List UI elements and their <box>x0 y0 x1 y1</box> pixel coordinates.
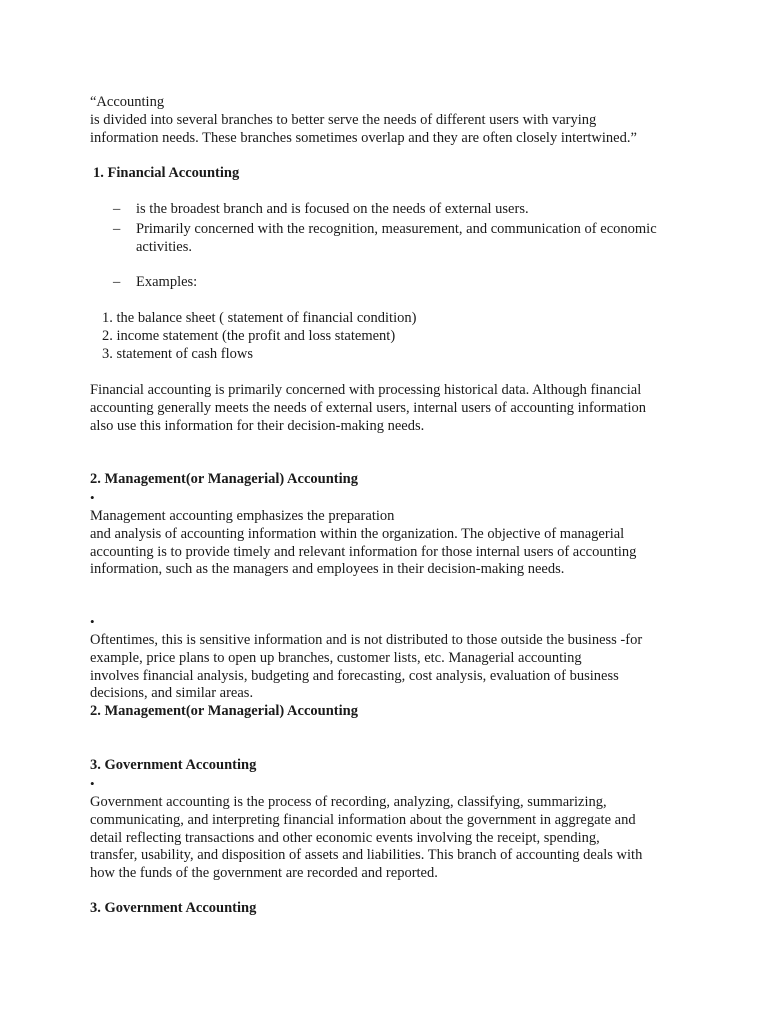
paragraph-line: accounting generally meets the needs of external users, internal users of accounting information <box>90 399 647 416</box>
management-paragraph-1 <box>90 508 690 579</box>
paragraph-line: detail reflecting transactions and other economic events involving the receipt, spending, <box>90 829 600 846</box>
section-heading-management: 2. Management(or Managerial) Accounting <box>90 471 358 487</box>
section-heading-government: 3. Government Accounting <box>90 757 257 773</box>
section-heading-financial: 1. Financial Accounting <box>93 165 240 181</box>
dash-item-text <box>136 221 696 257</box>
bullet-marker: • <box>90 490 95 505</box>
dash-item-text <box>136 201 696 219</box>
paragraph-line: example, price plans to open up branches, customer lists, etc. Managerial accounting <box>90 649 582 666</box>
bullet-marker: • <box>90 614 95 629</box>
example-item: 1. the balance sheet ( statement of financial condition) <box>102 310 417 326</box>
financial-paragraph <box>90 382 690 435</box>
section-heading-management-repeat: 2. Management(or Managerial) Accounting <box>90 703 358 719</box>
dash-item-line: activities. <box>136 238 192 255</box>
paragraph-line: Financial accounting is primarily concerned with processing historical data. Although financial <box>90 382 642 398</box>
paragraph-line: also use this information for their decision-making needs. <box>90 417 425 434</box>
dash-marker: – <box>113 201 121 217</box>
dash-marker: – <box>113 274 121 290</box>
bullet-marker: • <box>90 776 95 791</box>
paragraph-line: communicating, and interpreting financial information about the government in aggregate and <box>90 811 636 828</box>
paragraph-line: transfer, usability, and disposition of assets and liabilities. This branch of accounting deals with <box>90 847 643 864</box>
paragraph-line: decisions, and similar areas. <box>90 685 254 702</box>
paragraph-line: how the funds of the government are recorded and reported. <box>90 865 438 882</box>
dash-item-line: is the broadest branch and is focused on the needs of external users. <box>136 201 529 217</box>
dash-item-text <box>136 274 696 292</box>
intro-line: “Accounting <box>90 94 165 110</box>
paragraph-line: Oftentimes, this is sensitive information and is not distributed to those outside the business -for <box>90 632 643 648</box>
section-heading-government-repeat: 3. Government Accounting <box>90 900 257 916</box>
dash-item-line: Primarily concerned with the recognition, measurement, and communication of economic <box>136 221 657 237</box>
paragraph-line: accounting is to provide timely and relevant information for those internal users of accounting <box>90 543 637 560</box>
paragraph-line: and analysis of accounting information within the organization. The objective of managerial <box>90 525 625 542</box>
intro-quote <box>90 94 690 147</box>
paragraph-line: information, such as the managers and employees in their decision-making needs. <box>90 561 565 578</box>
example-item: 2. income statement (the profit and loss statement) <box>102 328 396 344</box>
paragraph-line: Management accounting emphasizes the preparation <box>90 508 395 524</box>
intro-line: is divided into several branches to better serve the needs of different users with varying <box>90 111 597 128</box>
dash-marker: – <box>113 221 121 237</box>
management-paragraph-2 <box>90 632 690 703</box>
paragraph-line: involves financial analysis, budgeting and forecasting, cost analysis, evaluation of business <box>90 667 619 684</box>
paragraph-line: Government accounting is the process of recording, analyzing, classifying, summarizing, <box>90 794 607 810</box>
dash-item-line: Examples: <box>136 274 198 290</box>
example-item: 3. statement of cash flows <box>102 346 254 362</box>
government-paragraph <box>90 794 690 883</box>
intro-line: information needs. These branches sometimes overlap and they are often closely intertwined.” <box>90 129 637 146</box>
